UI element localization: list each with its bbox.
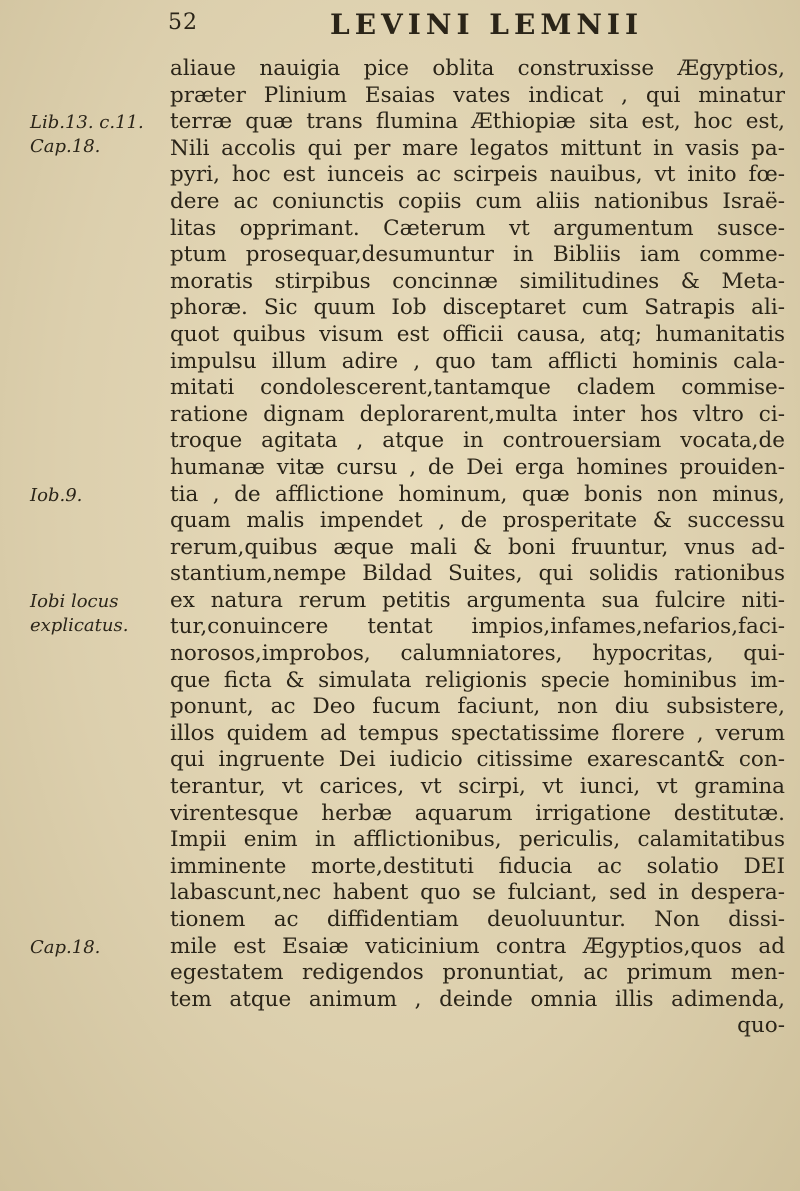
- body-text: [170, 56, 785, 1040]
- text-line: litas opprimant. Cæterum vt argumentum susce-: [170, 215, 785, 241]
- text-line: terantur, vt carices, vt scirpi, vt iunci, vt gramina: [170, 774, 785, 800]
- text-line: stantium,nempe Bildad Suites, qui solidis rationibus: [170, 561, 785, 587]
- text-line: que ficta & simulata religionis specie hominibus im-: [170, 667, 785, 693]
- text-line: illos quidem ad tempus spectatissime florere , verum: [170, 720, 785, 746]
- text-line: egestatem redigendos pronuntiat, ac primum men-: [170, 960, 785, 986]
- text-line: labascunt,nec habent quo se fulciant, sed in despera-: [170, 880, 785, 906]
- margin-note: [30, 936, 155, 960]
- text-line: rerum,quibus æque mali & boni fruuntur, vnus ad-: [170, 534, 785, 560]
- margin-note-line: Iobi locus: [30, 591, 119, 612]
- text-line: Impii enim in afflictionibus, periculis, calamitatibus: [170, 827, 785, 853]
- text-line: phoræ. Sic quum Iob disceptaret cum Satrapis ali-: [170, 295, 785, 321]
- text-line: virentesque herbæ aquarum irrigatione destitutæ.: [170, 800, 785, 826]
- text-line: ptum prosequar,desumuntur in Bibliis iam comme-: [170, 242, 785, 268]
- margin-note-line: Lib.13. c.11.: [30, 112, 144, 134]
- margin-note-line: Cap.18.: [30, 136, 101, 158]
- text-line: quo-: [737, 1013, 785, 1039]
- text-line: mile est Esaiæ vaticinium contra Ægyptios,quos ad: [170, 933, 785, 959]
- text-line: tia , de afflictione hominum, quæ bonis non minus,: [170, 481, 785, 507]
- text-line: tionem ac diffidentiam deuoluuntur. Non dissi-: [170, 907, 785, 932]
- text-line: aliaue nauigia pice oblita construxisse Ægyptios,: [170, 56, 785, 81]
- margin-note: [30, 590, 155, 638]
- margin-note: [30, 111, 155, 159]
- margin-note: [30, 484, 155, 508]
- text-line: Nili accolis qui per mare legatos mittunt in vasis pa-: [170, 135, 785, 161]
- text-line: mitati condolescerent,tantamque cladem commise-: [170, 375, 785, 401]
- running-head: LEVINI LEMNII: [330, 8, 644, 41]
- page-number: 52: [168, 10, 198, 35]
- text-line: ex natura rerum petitis argumenta sua fulcire niti-: [170, 587, 785, 613]
- text-line: norosos,improbos, calumniatores, hypocritas, qui-: [170, 641, 785, 667]
- text-line: troque agitata , atque in controuersiam vocata,de: [170, 428, 785, 454]
- text-line: ponunt, ac Deo fucum faciunt, non diu subsistere,: [170, 694, 785, 720]
- text-line: præter Plinium Esaias vates indicat , qui minatur: [170, 82, 785, 108]
- text-line: impulsu illum adire , quo tam afflicti hominis cala-: [170, 348, 785, 374]
- text-line: ratione dignam deplorarent,multa inter hos vltro ci-: [170, 401, 785, 427]
- text-line: humanæ vitæ cursu , de Dei erga homines prouiden-: [170, 454, 785, 480]
- text-line: moratis stirpibus concinnæ similitudines & Meta-: [170, 268, 785, 294]
- text-line: pyri, hoc est iunceis ac scirpeis nauibus, vt inito fœ-: [170, 162, 785, 188]
- text-line: imminente morte,destituti fiducia ac solatio DEI: [170, 853, 785, 879]
- text-line: qui ingruente Dei iudicio citissime exarescant& con-: [170, 747, 785, 773]
- margin-note-line: Cap.18.: [30, 936, 101, 958]
- margin-note-line: explicatus.: [30, 615, 129, 636]
- text-line: terræ quæ trans flumina Æthiopiæ sita est, hoc est,: [170, 109, 785, 135]
- margin-note-line: Iob.9.: [30, 484, 83, 506]
- text-line: tur,conuincere tentat impios,infames,nefarios,faci-: [170, 614, 785, 640]
- text-line: tem atque animum , deinde omnia illis adimenda,: [170, 986, 785, 1012]
- text-line: dere ac coniunctis copiis cum aliis nationibus Israë-: [170, 188, 785, 214]
- text-line: quam malis impendet , de prosperitate & successu: [170, 508, 785, 534]
- text-line: quot quibus visum est officii causa, atq; humanitatis: [170, 321, 785, 347]
